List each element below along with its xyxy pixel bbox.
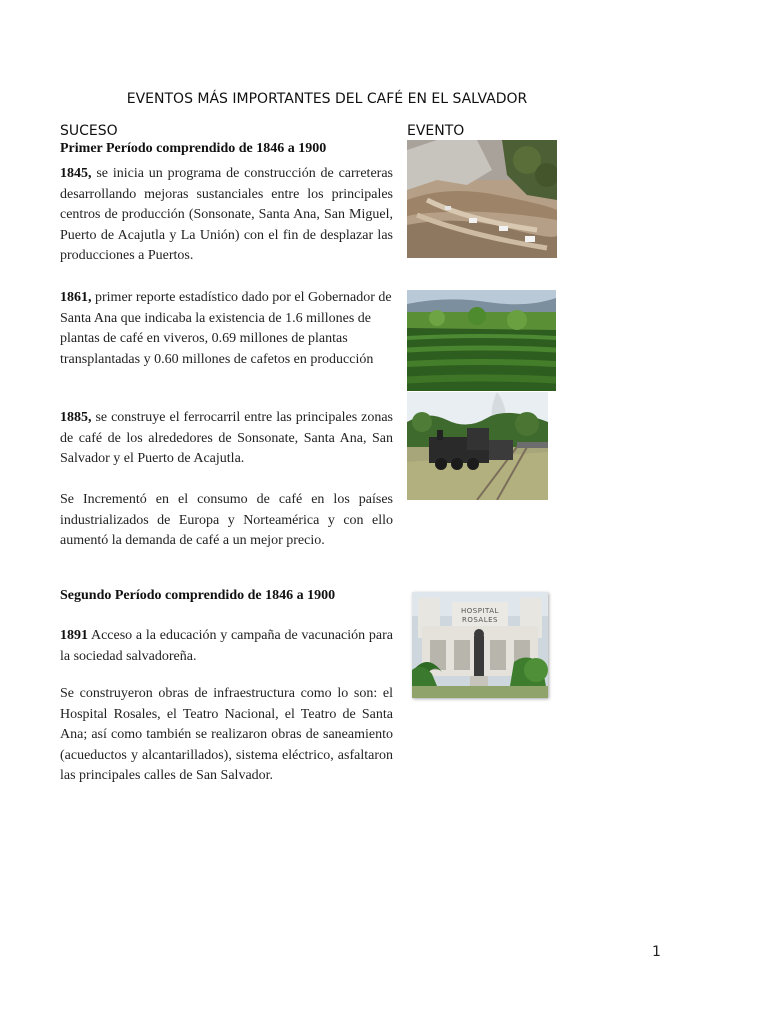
period-heading-2: Segundo Período comprendido de 1846 a 1900 xyxy=(60,588,336,603)
entry-infraestructura xyxy=(60,684,393,787)
entry-text: primer reporte estadístico dado por el Gobernador de Santa Ana que indicaba la existencia de 1.6 millones de plantas de café en viveros, 0.69 millones de plantas transplantadas y 0.60 millones de cafetos en producción xyxy=(60,290,392,367)
entry-year: 1845, xyxy=(60,166,92,181)
entry-text: Se construyeron obras de infraestructura como lo son: el Hospital Rosales, el Teatro Nacional, el Teatro de Santa Ana; así como también se realizaron obras de saneamiento (acueductos y alcantarillados), sistema eléctrico, asfaltaron las principales calles de San Salvador. xyxy=(60,686,393,784)
hospital-rosales-photo xyxy=(412,592,548,698)
entry-year: 1891 xyxy=(60,628,88,643)
period-heading-1: Primer Período comprendido de 1846 a 1900 xyxy=(60,141,327,156)
column-heading-suceso: SUCESO xyxy=(60,123,118,139)
entry-1891 xyxy=(60,626,393,667)
entry-1861 xyxy=(60,288,393,370)
coffee-plantation-photo xyxy=(407,290,556,391)
entry-text: Se Incrementó en el consumo de café en los países industrializados de Europa y Norteamérica y con ello aumentó la demanda de café a un mejor precio. xyxy=(60,492,393,549)
road-construction-photo xyxy=(407,140,557,258)
hospital-sign-text: HOSPITAL ROSALES xyxy=(461,607,499,624)
entry-consumo xyxy=(60,490,393,552)
document-title: EVENTOS MÁS IMPORTANTES DEL CAFÉ EN EL SALVADOR xyxy=(126,91,528,107)
page-number: 1 xyxy=(652,944,661,960)
entry-1845 xyxy=(60,164,393,267)
steam-train-photo xyxy=(407,392,548,500)
entry-text: se inicia un programa de construcción de carreteras desarrollando mejoras sustanciales entre los principales centros de producción (Sonsonate, Santa Ana, San Miguel, Puerto de Acajutla y La Unión) con el fin de desplazar las producciones a Puertos. xyxy=(60,166,393,264)
entry-year: 1861, xyxy=(60,290,92,305)
entry-year: 1885, xyxy=(60,410,92,425)
entry-text: se construye el ferrocarril entre las principales zonas de café de los alrededores de Sonsonate, Santa Ana, San Salvador y el Puerto de Acajutla. xyxy=(60,410,393,467)
column-heading-evento: EVENTO xyxy=(407,123,465,139)
entry-1885 xyxy=(60,408,393,470)
entry-text: Acceso a la educación y campaña de vacunación para la sociedad salvadoreña. xyxy=(60,628,393,664)
